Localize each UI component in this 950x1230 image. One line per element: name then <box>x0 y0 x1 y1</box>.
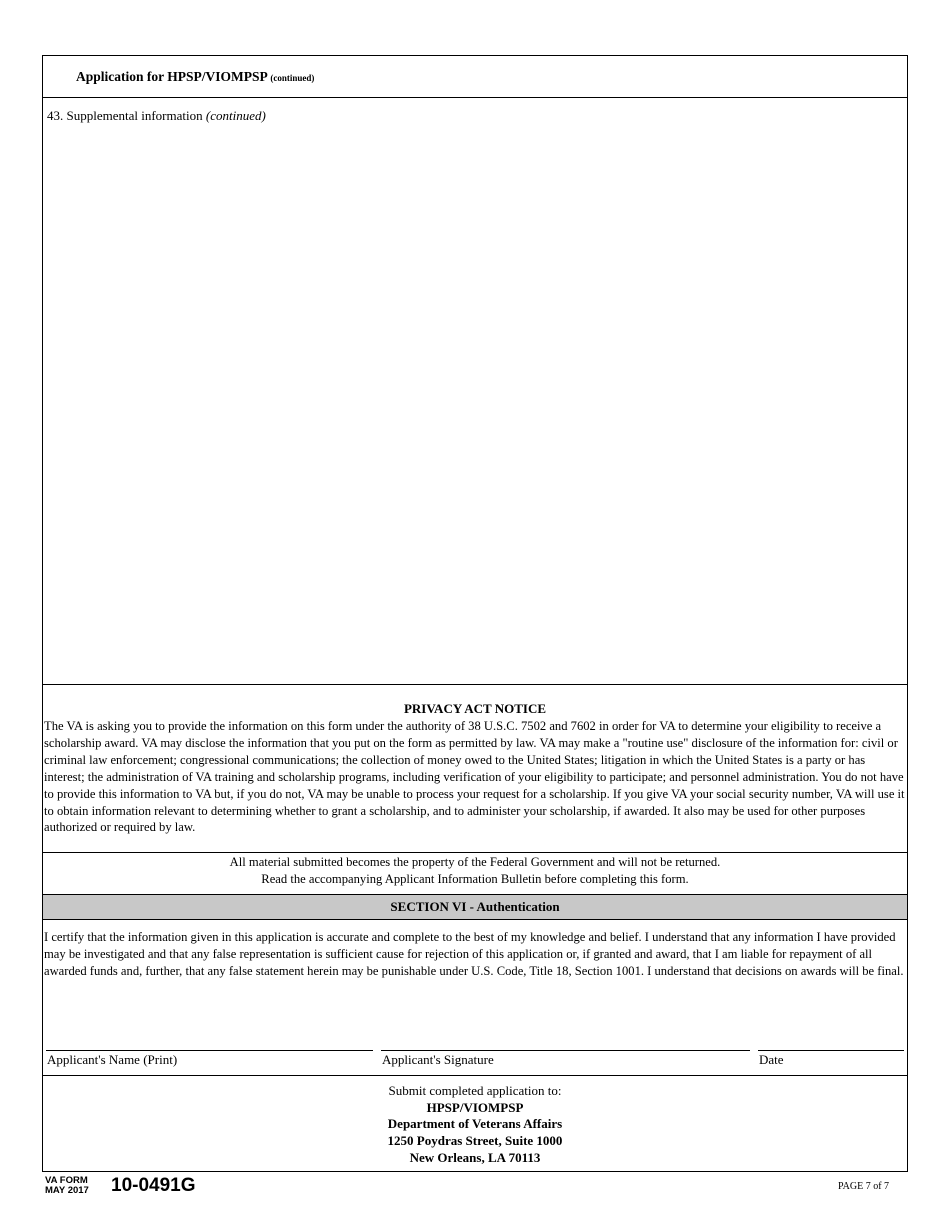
form-title-suffix: (continued) <box>270 73 315 83</box>
section-vi-header: SECTION VI - Authentication <box>43 895 907 920</box>
submit-line1: HPSP/VIOMPSP <box>426 1099 524 1115</box>
authentication-section <box>43 920 907 1076</box>
footer-va-form: VA FORM <box>45 1175 88 1186</box>
submit-intro: Submit completed application to: <box>388 1083 562 1098</box>
footer-form-number: 10-0491G <box>111 1175 196 1196</box>
material-notice-line1: All material submitted becomes the property of the Federal Government and will not be returned. <box>229 855 721 869</box>
supplemental-label-text: 43. Supplemental information <box>47 108 203 123</box>
footer-form-date: MAY 2017 <box>45 1185 89 1196</box>
privacy-act-notice <box>43 685 907 853</box>
supplemental-label-suffix: (continued) <box>205 108 266 123</box>
date-input[interactable] <box>758 1050 904 1051</box>
privacy-act-title: PRIVACY ACT NOTICE <box>403 701 547 716</box>
applicant-name-label: Applicant's Name (Print) <box>47 1052 178 1067</box>
submit-line3: 1250 Poydras Street, Suite 1000 <box>387 1133 563 1149</box>
applicant-signature-input[interactable] <box>381 1050 750 1051</box>
applicant-signature-label: Applicant's Signature <box>382 1052 494 1067</box>
date-label: Date <box>759 1052 784 1067</box>
material-notice-line2: Read the accompanying Applicant Information Bulletin before completing this form. <box>261 871 689 886</box>
certification-text: I certify that the information given in this application is accurate and complete to the best of my knowledge and belief. I understand that any information I have provided may be investigated and that any false representation is sufficient cause for rejection of this application or, if granted and award, that I am liable for repayment of all awarded funds and, further, that any false statement herein may be punishable under U.S. Code, Title 18, Section 1001. I understand that decisions on awards will be final. <box>44 930 904 978</box>
submit-line4: New Orleans, LA 70113 <box>409 1149 541 1165</box>
submit-line2: Department of Veterans Affairs <box>387 1116 563 1132</box>
supplemental-information-label <box>47 108 266 124</box>
submit-address-block <box>43 1076 907 1171</box>
footer-va-form-label <box>45 1176 89 1196</box>
form-header <box>43 56 907 98</box>
footer-page-number: PAGE 7 of 7 <box>838 1181 890 1192</box>
applicant-name-input[interactable] <box>46 1050 373 1051</box>
form-title <box>76 69 314 85</box>
form-title-text: Application for HPSP/VIOMPSP <box>76 69 268 84</box>
privacy-act-body: The VA is asking you to provide the information on this form under the authority of 38 U.S.C. 7502 and 7602 in order for VA to determine your eligibility to receive a scholarship award. VA may disclose the information that you put on the form as permitted by law. VA may make a "routine use" disclosure of the information for: civil or criminal law enforcement; congressional communications; the collection of money owed to the United States; litigation in which the United States is a party or has interest; the administration of VA training and scholarship programs, including verification of your eligibility to participate; and personnel administration. You do not have to provide this information to VA but, if you do not, VA may be unable to process your request for a scholarship. If you give VA your social security number, VA will use it to obtain information relevant to determining whether to grant a scholarship, and to administer your scholarship, if awarded. It also may be used for other purposes authorized or required by law. <box>44 719 905 835</box>
supplemental-information-field[interactable] <box>43 98 907 685</box>
material-notice <box>43 853 907 895</box>
application-form <box>42 55 908 1172</box>
